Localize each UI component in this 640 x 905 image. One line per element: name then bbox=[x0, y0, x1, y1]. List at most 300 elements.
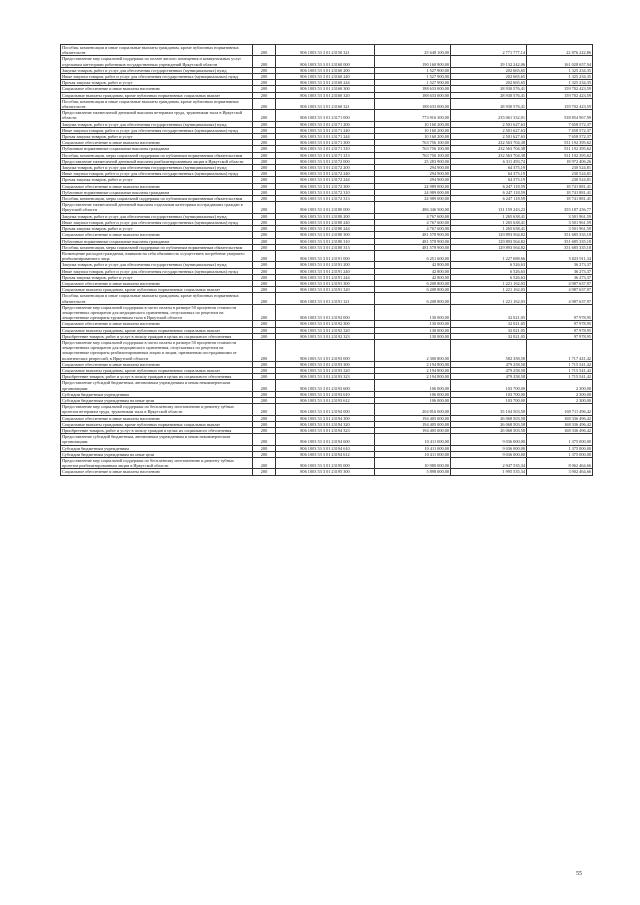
row-code: 200 bbox=[253, 86, 276, 92]
row-unexecuted: 230 524,81 bbox=[527, 177, 593, 183]
row-approved: 294 900,00 bbox=[375, 171, 451, 177]
row-approved: 24 989 000,00 bbox=[375, 183, 451, 189]
row-executed: 2 771 777,14 bbox=[451, 45, 527, 56]
row-name: Социальные выплаты гражданам, кроме публичных нормативных социальных выплат bbox=[61, 92, 253, 98]
row-kbk: 806 1003 53 3 01 23192 000 bbox=[276, 304, 375, 321]
row-approved: 188 633 000,00 bbox=[375, 86, 451, 92]
row-kbk: 806 1003 53 3 01 23171 310 bbox=[276, 146, 375, 152]
row-kbk: 806 1003 53 3 01 23180 313 bbox=[276, 244, 375, 250]
row-kbk: 806 1003 53 3 01 23180 244 bbox=[276, 226, 375, 232]
row-unexecuted: 1 717 441,42 bbox=[527, 339, 593, 361]
row-executed: 235 061 332,01 bbox=[451, 110, 527, 121]
row-approved: 4 767 600,00 bbox=[375, 226, 451, 232]
row-kbk: 806 1003 53 3 01 23172 310 bbox=[276, 189, 375, 195]
row-name: Социальное обеспечение и иные выплаты населению bbox=[61, 321, 253, 327]
row-code: 200 bbox=[253, 183, 276, 189]
table-row bbox=[61, 67, 593, 73]
row-code: 200 bbox=[253, 213, 276, 219]
row-executed: 129 893 564,82 bbox=[451, 238, 527, 244]
row-unexecuted: 97 978,95 bbox=[527, 304, 593, 321]
row-approved: 24 989 000,00 bbox=[375, 196, 451, 202]
row-kbk: 806 1003 53 3 01 23171 313 bbox=[276, 152, 375, 158]
row-executed: 9 036 000,00 bbox=[451, 451, 527, 457]
row-code: 200 bbox=[253, 469, 276, 475]
row-approved: 188 633 000,00 bbox=[375, 98, 451, 109]
table-row bbox=[61, 404, 593, 415]
table-body bbox=[61, 45, 593, 476]
row-kbk: 806 1003 53 3 01 23171 300 bbox=[276, 140, 375, 146]
row-approved: 106 000,00 bbox=[375, 380, 451, 391]
row-kbk: 806 1003 53 3 01 23193 320 bbox=[276, 367, 375, 373]
row-unexecuted: 18 741 881,41 bbox=[527, 189, 593, 195]
row-code: 200 bbox=[253, 415, 276, 421]
table-row bbox=[61, 45, 593, 56]
row-executed: 1 265 638,41 bbox=[451, 226, 527, 232]
row-code: 200 bbox=[253, 367, 276, 373]
row-name: Пособия, компенсации, меры социальной поддержки по публичным нормативным обязательствам bbox=[61, 196, 253, 202]
row-approved: 190 160 900,00 bbox=[375, 56, 451, 67]
row-executed: 32 021,05 bbox=[451, 321, 527, 327]
table-row bbox=[61, 152, 593, 158]
row-kbk: 806 1003 53 3 01 23195 000 bbox=[276, 458, 375, 469]
row-unexecuted: 1 715 541,42 bbox=[527, 367, 593, 373]
row-code: 200 bbox=[253, 45, 276, 56]
row-code: 200 bbox=[253, 333, 276, 339]
table-row bbox=[61, 121, 593, 127]
row-name: Приобретение товаров, работ и услуг в пользу граждан в целях их социального обеспечения bbox=[61, 428, 253, 434]
row-approved: 6 208 800,00 bbox=[375, 293, 451, 304]
row-name: Публичные нормативные социальные выплаты гражданам bbox=[61, 189, 253, 195]
table-row bbox=[61, 333, 593, 339]
row-name: Субсидии бюджетным учреждениям на иные цели bbox=[61, 451, 253, 457]
row-unexecuted: 8 062 464,66 bbox=[527, 458, 593, 469]
row-approved: 10 160 200,00 bbox=[375, 134, 451, 140]
row-kbk: 806 1003 53 3 01 23191 300 bbox=[276, 280, 375, 286]
row-executed: 28 930 576,41 bbox=[451, 92, 527, 98]
row-unexecuted: 18 972 406,26 bbox=[527, 158, 593, 164]
row-kbk: 806 1003 53 3 01 23180 000 bbox=[276, 202, 375, 213]
table-row bbox=[61, 238, 593, 244]
table-row bbox=[61, 339, 593, 361]
row-unexecuted: 3 501 961,59 bbox=[527, 226, 593, 232]
row-unexecuted: 1 375 000,00 bbox=[527, 434, 593, 445]
row-name: Пособия, компенсации и иные социальные выплаты гражданам, кроме публичных нормативных обязательств bbox=[61, 293, 253, 304]
row-code: 200 bbox=[253, 171, 276, 177]
row-code: 200 bbox=[253, 280, 276, 286]
row-name: Предоставление мер социальной поддержки по оплате жилого помещения и коммунальных услуг отдельным категориям работников государственных учреждений Иркутской области bbox=[61, 56, 253, 67]
row-approved: 130 000,00 bbox=[375, 304, 451, 321]
row-code: 200 bbox=[253, 428, 276, 434]
row-unexecuted: 2 300,00 bbox=[527, 391, 593, 397]
row-unexecuted: 168 336 496,42 bbox=[527, 421, 593, 427]
row-unexecuted: 22 876 222,86 bbox=[527, 45, 593, 56]
row-unexecuted: 36 273,37 bbox=[527, 262, 593, 268]
row-executed: 64 375,19 bbox=[451, 171, 527, 177]
table-row bbox=[61, 321, 593, 327]
row-code: 200 bbox=[253, 134, 276, 140]
row-approved: 42 800,00 bbox=[375, 268, 451, 274]
row-kbk: 806 1003 53 3 01 23171 200 bbox=[276, 121, 375, 127]
page-number: 55 bbox=[576, 871, 582, 877]
row-kbk: 806 1003 53 3 01 23172 313 bbox=[276, 196, 375, 202]
row-kbk: 806 1003 53 3 01 23172 000 bbox=[276, 158, 375, 164]
row-kbk: 806 1003 53 3 01 23160 000 bbox=[276, 56, 375, 67]
row-kbk: 806 1003 53 3 01 23172 244 bbox=[276, 177, 375, 183]
row-kbk: 806 1003 53 3 01 23171 244 bbox=[276, 134, 375, 140]
row-executed: 479 258,58 bbox=[451, 361, 527, 367]
row-name: Пособия, компенсации и иные социальные выплаты гражданам, кроме публичных нормативных обязательств bbox=[61, 98, 253, 109]
row-executed: 582 358,58 bbox=[451, 339, 527, 361]
row-code: 200 bbox=[253, 339, 276, 361]
row-name: Прочая закупка товаров, работ и услуг bbox=[61, 177, 253, 183]
row-executed: 9 036 000,00 bbox=[451, 445, 527, 451]
row-executed: 1 227 688,66 bbox=[451, 250, 527, 261]
row-name: Прочая закупка товаров, работ и услуг bbox=[61, 80, 253, 86]
row-approved: 6 208 800,00 bbox=[375, 280, 451, 286]
row-code: 200 bbox=[253, 56, 276, 67]
row-name: Предоставление ежемесячной денежной выплаты отдельным категориям пострадавших граждан в Иркутской области bbox=[61, 202, 253, 213]
row-executed: 28 930 576,41 bbox=[451, 98, 527, 109]
row-executed: 9 036 000,00 bbox=[451, 434, 527, 445]
row-kbk: 806 1003 53 3 01 23160 240 bbox=[276, 74, 375, 80]
row-approved: 106 000,00 bbox=[375, 397, 451, 403]
row-name: Закупка товаров, работ и услуг для обеспечения государственных (муниципальных) нужд bbox=[61, 262, 253, 268]
row-code: 200 bbox=[253, 421, 276, 427]
row-kbk: 806 1003 53 3 01 23172 200 bbox=[276, 165, 375, 171]
row-executed: 479 258,58 bbox=[451, 374, 527, 380]
row-unexecuted: 4 987 637,97 bbox=[527, 293, 593, 304]
row-code: 200 bbox=[253, 158, 276, 164]
table-row bbox=[61, 458, 593, 469]
table-row bbox=[61, 421, 593, 427]
row-code: 200 bbox=[253, 380, 276, 391]
row-name: Социальное обеспечение и иные выплаты населению bbox=[61, 469, 253, 475]
row-executed: 202 665,65 bbox=[451, 74, 527, 80]
row-approved: 204 816 000,00 bbox=[375, 404, 451, 415]
row-name: Социальное обеспечение и иные выплаты населению bbox=[61, 140, 253, 146]
table-row bbox=[61, 367, 593, 373]
row-name: Публичные нормативные социальные выплаты гражданам bbox=[61, 146, 253, 152]
table-row bbox=[61, 244, 593, 250]
row-unexecuted: 5 023 911,34 bbox=[527, 250, 593, 261]
table-row bbox=[61, 86, 593, 92]
row-code: 200 bbox=[253, 268, 276, 274]
row-unexecuted: 1 325 234,35 bbox=[527, 80, 593, 86]
row-name: Социальные выплаты гражданам, кроме публичных нормативных социальных выплат bbox=[61, 287, 253, 293]
row-executed: 26 068 503,58 bbox=[451, 415, 527, 421]
row-unexecuted: 169 711 496,42 bbox=[527, 404, 593, 415]
row-unexecuted: 351 685 335,18 bbox=[527, 232, 593, 238]
row-executed: 479 258,58 bbox=[451, 367, 527, 373]
row-name: Предоставление субсидий бюджетным, автономным учреждениям и иным некоммерческим организациям bbox=[61, 434, 253, 445]
table-row bbox=[61, 469, 593, 475]
table-row bbox=[61, 397, 593, 403]
row-approved: 188 633 000,00 bbox=[375, 92, 451, 98]
row-code: 200 bbox=[253, 287, 276, 293]
row-approved: 6 251 600,00 bbox=[375, 250, 451, 261]
table-row bbox=[61, 304, 593, 321]
row-unexecuted: 2 300,00 bbox=[527, 397, 593, 403]
row-unexecuted: 36 273,37 bbox=[527, 274, 593, 280]
row-executed: 6 526,63 bbox=[451, 268, 527, 274]
table-row bbox=[61, 140, 593, 146]
row-kbk: 806 1003 53 3 01 23193 323 bbox=[276, 374, 375, 380]
row-name: Публичные нормативные социальные выплаты гражданам bbox=[61, 238, 253, 244]
row-approved: 10 160 200,00 bbox=[375, 127, 451, 133]
row-name: Предоставление мер социальной поддержки по бесплатному изготовлению и ремонту зубных протезов реабилитированным лицам в Иркутской области bbox=[61, 458, 253, 469]
table-row bbox=[61, 171, 593, 177]
row-unexecuted: 230 524,81 bbox=[527, 171, 593, 177]
row-code: 200 bbox=[253, 327, 276, 333]
row-executed: 64 375,19 bbox=[451, 177, 527, 183]
table-row bbox=[61, 428, 593, 434]
row-executed: 103 700,00 bbox=[451, 391, 527, 397]
row-approved: 10 411 000,00 bbox=[375, 445, 451, 451]
table-row bbox=[61, 293, 593, 304]
row-name: Социальное обеспечение и иные выплаты населению bbox=[61, 415, 253, 421]
row-name: Иные закупки товаров, работ и услуг для обеспечения государственных (муниципальных) нужд bbox=[61, 74, 253, 80]
row-code: 200 bbox=[253, 92, 276, 98]
table-row bbox=[61, 98, 593, 109]
row-unexecuted: 1 325 234,35 bbox=[527, 67, 593, 73]
row-code: 200 bbox=[253, 140, 276, 146]
row-approved: 294 900,00 bbox=[375, 177, 451, 183]
table-row bbox=[61, 110, 593, 121]
table-row bbox=[61, 56, 593, 67]
row-approved: 1 527 900,00 bbox=[375, 67, 451, 73]
row-kbk: 806 1003 53 3 01 23160 300 bbox=[276, 86, 375, 92]
row-executed: 1 265 638,41 bbox=[451, 213, 527, 219]
table-row bbox=[61, 451, 593, 457]
row-code: 200 bbox=[253, 391, 276, 397]
row-name: Пособия, компенсации, меры социальной поддержки по публичным нормативным обязательствам bbox=[61, 152, 253, 158]
row-approved: 1 527 900,00 bbox=[375, 74, 451, 80]
row-code: 200 bbox=[253, 127, 276, 133]
row-executed: 129 893 564,82 bbox=[451, 232, 527, 238]
row-unexecuted: 161 028 657,94 bbox=[527, 56, 593, 67]
row-unexecuted: 531 192 395,62 bbox=[527, 152, 593, 158]
row-unexecuted: 1 325 234,35 bbox=[527, 74, 593, 80]
row-executed: 1 221 162,03 bbox=[451, 293, 527, 304]
row-code: 200 bbox=[253, 374, 276, 380]
table-row bbox=[61, 196, 593, 202]
row-code: 200 bbox=[253, 98, 276, 109]
row-unexecuted: 355 187 256,77 bbox=[527, 202, 593, 213]
row-name: Социальные выплаты гражданам, кроме публичных нормативных социальных выплат bbox=[61, 421, 253, 427]
row-unexecuted: 1 375 000,00 bbox=[527, 445, 593, 451]
table-row bbox=[61, 165, 593, 171]
row-code: 200 bbox=[253, 321, 276, 327]
row-name: Приобретение товаров, работ и услуг в пользу граждан в целях их социального обеспечения bbox=[61, 333, 253, 339]
row-code: 200 bbox=[253, 250, 276, 261]
row-approved: 130 000,00 bbox=[375, 333, 451, 339]
row-kbk: 806 1003 53 3 01 23195 300 bbox=[276, 469, 375, 475]
row-approved: 481 578 900,00 bbox=[375, 232, 451, 238]
row-approved: 194 405 000,00 bbox=[375, 415, 451, 421]
row-approved: 763 756 100,00 bbox=[375, 146, 451, 152]
row-kbk: 806 1003 53 3 01 23180 300 bbox=[276, 232, 375, 238]
row-kbk: 806 1003 53 3 01 23191 000 bbox=[276, 250, 375, 261]
row-code: 200 bbox=[253, 196, 276, 202]
row-unexecuted: 159 702 423,59 bbox=[527, 92, 593, 98]
row-name: Закупка товаров, работ и услуг для обеспечения государственных (муниципальных) нужд bbox=[61, 121, 253, 127]
row-kbk: 806 1003 53 3 01 23192 320 bbox=[276, 327, 375, 333]
row-code: 200 bbox=[253, 232, 276, 238]
row-kbk: 806 1003 53 3 01 23180 200 bbox=[276, 213, 375, 219]
row-approved: 2 194 800,00 bbox=[375, 367, 451, 373]
row-executed: 2 501 627,63 bbox=[451, 134, 527, 140]
row-approved: 4 767 600,00 bbox=[375, 213, 451, 219]
table-row bbox=[61, 374, 593, 380]
row-kbk: 806 1003 53 3 01 23194 000 bbox=[276, 404, 375, 415]
table-row bbox=[61, 202, 593, 213]
row-name: Социальные выплаты гражданам, кроме публичных нормативных социальных выплат bbox=[61, 367, 253, 373]
row-executed: 129 893 564,82 bbox=[451, 244, 527, 250]
row-kbk: 806 1003 53 3 01 23191 320 bbox=[276, 287, 375, 293]
row-approved: 481 578 900,00 bbox=[375, 244, 451, 250]
row-name: Предоставление ежемесячной денежной выплаты реабилитированным лицам в Иркутской области bbox=[61, 158, 253, 164]
row-executed: 2 501 627,63 bbox=[451, 121, 527, 127]
row-kbk: 806 1003 53 3 01 23194 600 bbox=[276, 434, 375, 445]
row-unexecuted: 3 501 961,59 bbox=[527, 213, 593, 219]
row-unexecuted: 1 375 000,00 bbox=[527, 451, 593, 457]
row-name: Закупка товаров, работ и услуг для обеспечения государственных (муниципальных) нужд bbox=[61, 165, 253, 171]
table-row bbox=[61, 268, 593, 274]
table-row bbox=[61, 262, 593, 268]
row-executed: 64 375,19 bbox=[451, 165, 527, 171]
row-approved: 106 000,00 bbox=[375, 391, 451, 397]
row-code: 200 bbox=[253, 189, 276, 195]
row-unexecuted: 7 658 572,37 bbox=[527, 121, 593, 127]
row-name: Социальное обеспечение и иные выплаты населению bbox=[61, 86, 253, 92]
row-unexecuted: 36 273,37 bbox=[527, 268, 593, 274]
row-name: Предоставление мер социальной поддержки по бесплатному изготовлению и ремонту зубных протезов ветеранам труда, труженикам тыла в Иркутской области bbox=[61, 404, 253, 415]
row-executed: 1 265 638,41 bbox=[451, 219, 527, 225]
row-kbk: 806 1003 53 3 01 23172 240 bbox=[276, 171, 375, 177]
row-executed: 202 665,65 bbox=[451, 80, 527, 86]
row-approved: 25 283 900,00 bbox=[375, 158, 451, 164]
table-row bbox=[61, 146, 593, 152]
table-row bbox=[61, 219, 593, 225]
row-unexecuted: 538 854 967,99 bbox=[527, 110, 593, 121]
table-row bbox=[61, 158, 593, 164]
row-kbk: 806 1003 53 3 01 23160 244 bbox=[276, 80, 375, 86]
row-unexecuted: 18 741 881,41 bbox=[527, 183, 593, 189]
row-code: 200 bbox=[253, 262, 276, 268]
row-executed: 32 021,05 bbox=[451, 327, 527, 333]
row-kbk: 806 1003 53 3 01 23194 300 bbox=[276, 415, 375, 421]
table-row bbox=[61, 183, 593, 189]
row-approved: 42 800,00 bbox=[375, 262, 451, 268]
table-row bbox=[61, 213, 593, 219]
row-code: 200 bbox=[253, 274, 276, 280]
row-code: 200 bbox=[253, 80, 276, 86]
row-executed: 202 665,65 bbox=[451, 67, 527, 73]
row-executed: 35 104 503,58 bbox=[451, 404, 527, 415]
table-row bbox=[61, 287, 593, 293]
row-kbk: 806 1003 53 3 01 23193 610 bbox=[276, 391, 375, 397]
row-executed: 1 995 535,34 bbox=[451, 469, 527, 475]
row-name: Предоставление мер социальной поддержки в части оплаты в размере 50 процентов стоимости лекарственных препаратов для медицинского применения, отпускаемых по рецептам на лекарственные препараты труженикам тыла в Иркутской области bbox=[61, 304, 253, 321]
row-kbk: 806 1003 53 3 01 23160 200 bbox=[276, 67, 375, 73]
row-name: Приобретение товаров, работ и услуг в пользу граждан в целях их социального обеспечения bbox=[61, 374, 253, 380]
row-kbk: 806 1003 53 3 01 23193 600 bbox=[276, 380, 375, 391]
row-code: 200 bbox=[253, 458, 276, 469]
row-approved: 130 000,00 bbox=[375, 321, 451, 327]
row-kbk: 806 1003 53 3 01 23194 612 bbox=[276, 451, 375, 457]
row-name: Прочая закупка товаров, работ и услуг bbox=[61, 274, 253, 280]
row-executed: 26 068 503,58 bbox=[451, 421, 527, 427]
row-unexecuted: 168 336 496,42 bbox=[527, 415, 593, 421]
row-kbk: 806 1003 53 3 01 23194 323 bbox=[276, 428, 375, 434]
row-code: 200 bbox=[253, 293, 276, 304]
row-kbk: 806 1003 53 3 01 23193 612 bbox=[276, 397, 375, 403]
row-approved: 10 160 200,00 bbox=[375, 121, 451, 127]
table-row bbox=[61, 361, 593, 367]
row-unexecuted: 531 192 395,62 bbox=[527, 140, 593, 146]
row-unexecuted: 97 978,95 bbox=[527, 333, 593, 339]
row-kbk: 806 1003 53 3 01 23192 300 bbox=[276, 321, 375, 327]
row-approved: 763 756 100,00 bbox=[375, 152, 451, 158]
row-executed: 29 132 242,06 bbox=[451, 56, 527, 67]
row-executed: 2 501 627,63 bbox=[451, 127, 527, 133]
row-kbk: 806 1003 53 3 01 23194 610 bbox=[276, 445, 375, 451]
row-approved: 130 000,00 bbox=[375, 327, 451, 333]
row-code: 200 bbox=[253, 202, 276, 213]
row-kbk: 806 1003 53 3 01 23192 323 bbox=[276, 333, 375, 339]
row-unexecuted: 4 987 637,97 bbox=[527, 280, 593, 286]
row-approved: 25 648 100,00 bbox=[375, 45, 451, 56]
row-name: Пособия, компенсации и иные социальные выплаты гражданам, кроме публичных нормативных обязательств bbox=[61, 45, 253, 56]
row-unexecuted: 351 685 335,18 bbox=[527, 238, 593, 244]
row-approved: 194 405 000,00 bbox=[375, 428, 451, 434]
row-name: Иные закупки товаров, работ и услуг для обеспечения государственных (муниципальных) нужд bbox=[61, 171, 253, 177]
row-unexecuted: 7 658 572,37 bbox=[527, 134, 593, 140]
table-row bbox=[61, 327, 593, 333]
row-code: 200 bbox=[253, 146, 276, 152]
row-kbk: 806 1003 53 3 01 23191 244 bbox=[276, 274, 375, 280]
row-executed: 232 563 704,38 bbox=[451, 152, 527, 158]
row-approved: 4 767 600,00 bbox=[375, 219, 451, 225]
row-name: Субсидии бюджетным учреждениям на иные цели bbox=[61, 397, 253, 403]
row-unexecuted: 3 902 464,66 bbox=[527, 469, 593, 475]
row-code: 200 bbox=[253, 397, 276, 403]
row-executed: 26 068 503,58 bbox=[451, 428, 527, 434]
row-approved: 763 756 100,00 bbox=[375, 140, 451, 146]
row-executed: 28 930 576,41 bbox=[451, 86, 527, 92]
row-kbk: 806 1003 53 3 01 23160 321 bbox=[276, 98, 375, 109]
row-executed: 103 700,00 bbox=[451, 380, 527, 391]
row-approved: 10 411 000,00 bbox=[375, 451, 451, 457]
row-unexecuted: 7 658 572,37 bbox=[527, 127, 593, 133]
row-code: 200 bbox=[253, 219, 276, 225]
row-name: Закупка товаров, работ и услуг для обеспечения государственных (муниципальных) нужд bbox=[61, 67, 253, 73]
budget-table-page bbox=[60, 44, 591, 476]
table-row bbox=[61, 280, 593, 286]
row-name: Прочая закупка товаров, работ и услуг bbox=[61, 226, 253, 232]
row-approved: 42 800,00 bbox=[375, 274, 451, 280]
row-name: Пособия, компенсации, меры социальной поддержки по публичным нормативным обязательствам bbox=[61, 244, 253, 250]
row-executed: 6 247 118,59 bbox=[451, 196, 527, 202]
row-unexecuted: 531 192 395,62 bbox=[527, 146, 593, 152]
row-unexecuted: 351 685 335,18 bbox=[527, 244, 593, 250]
row-executed: 6 526,63 bbox=[451, 262, 527, 268]
row-executed: 6 526,63 bbox=[451, 274, 527, 280]
row-approved: 294 900,00 bbox=[375, 165, 451, 171]
budget-execution-table bbox=[60, 44, 593, 476]
row-name: Социальное обеспечение и иные выплаты населению bbox=[61, 361, 253, 367]
table-row bbox=[61, 92, 593, 98]
